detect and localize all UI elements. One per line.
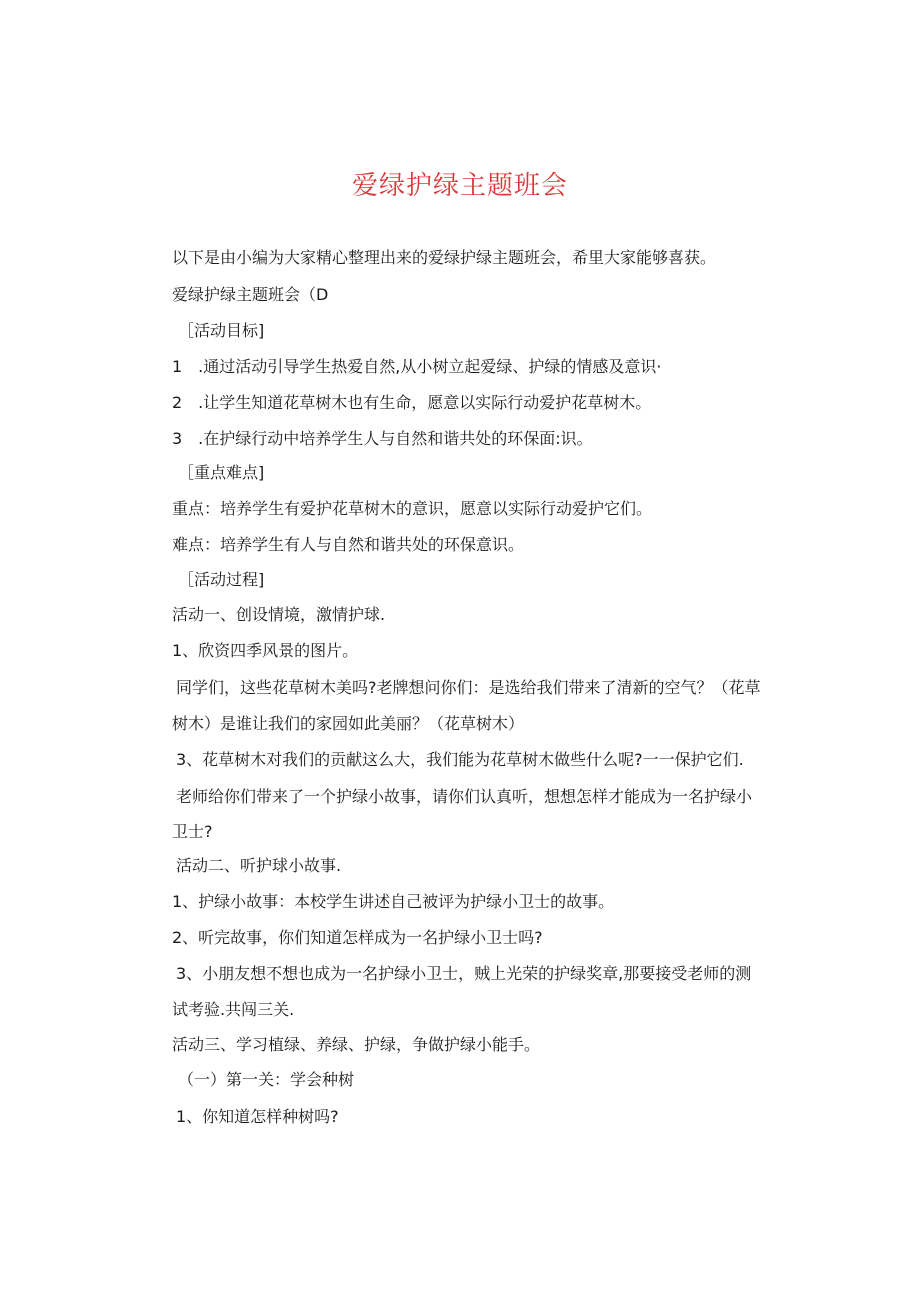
goal-item-3: 3 .在护绿行动中培养学生人与自然和谐共处的环保面:识。: [172, 429, 593, 448]
section-label-keypoints: ［重点难点]: [178, 463, 265, 482]
activity-2-step-2: 2、听完故事，你们知道怎样成为一名护绿小卫士吗?: [172, 928, 543, 947]
section-label-process: ［活动过程]: [178, 570, 265, 589]
level-1-heading: （一）第一关：学会种树: [178, 1070, 355, 1089]
intro-line: 以下是由小编为大家精心整理出来的爱绿护绿主题班会，希里大家能够喜获。: [172, 248, 717, 267]
section-label-goals: ［活动目标]: [178, 321, 265, 340]
paragraph-line: 老师给你们带来了一个护绿小故事，请你们认真听，想想怎样才能成为一名护绿小: [176, 787, 753, 806]
document-title: 爱绿护绿主题班会: [351, 171, 568, 201]
activity-1-step-1: 1、欣资四季风景的图片。: [172, 641, 359, 660]
paragraph-line: 同学们，这些花草树木美吗?老牌想问你们：是选给我们带来了清新的空气？（花草: [176, 678, 761, 697]
activity-2-step-3: 3、小朋友想不想也成为一名护绿小卫士，贼上光荣的护绿奖章,那要接受老师的测: [176, 964, 752, 983]
activity-2-step-1: 1、护绿小故事：本校学生讲述自己被评为护绿小卫士的故事。: [172, 892, 615, 911]
activity-3-heading: 活动三、学习植绿、养绿、护绿，争做护绿小能手。: [172, 1035, 541, 1054]
paragraph-line: 卫士?: [172, 822, 213, 841]
section-heading: 爱绿护绿主题班会（D: [172, 285, 329, 304]
paragraph-line: 树木）是谁让我们的家园如此美丽？（花草树木）: [172, 714, 525, 733]
keypoint-line: 重点：培养学生有爱护花草树木的意识，愿意以实际行动爱护它们。: [172, 499, 653, 518]
goal-item-1: 1 .通过活动引导学生热爱自然,从小树立起爱绿、护绿的情感及意识·: [172, 357, 662, 376]
level-1-question: 1、你知道怎样种树吗?: [176, 1107, 339, 1126]
activity-1-heading: 活动一、创设情境，激情护球.: [172, 605, 386, 624]
activity-2-heading: 活动二、听护球小故事.: [176, 856, 342, 875]
paragraph-line: 试考验.共闯三关.: [172, 1000, 295, 1019]
goal-item-2: 2 .让学生知道花草树木也有生命，愿意以实际行动爱护花草树木。: [172, 393, 652, 412]
activity-1-step-3: 3、花草树木对我们的贡献这么大，我们能为花草树木做些什么呢?一一保护它们.: [176, 750, 744, 769]
difficulty-line: 难点：培养学生有人与自然和谐共处的环保意识。: [172, 535, 525, 554]
